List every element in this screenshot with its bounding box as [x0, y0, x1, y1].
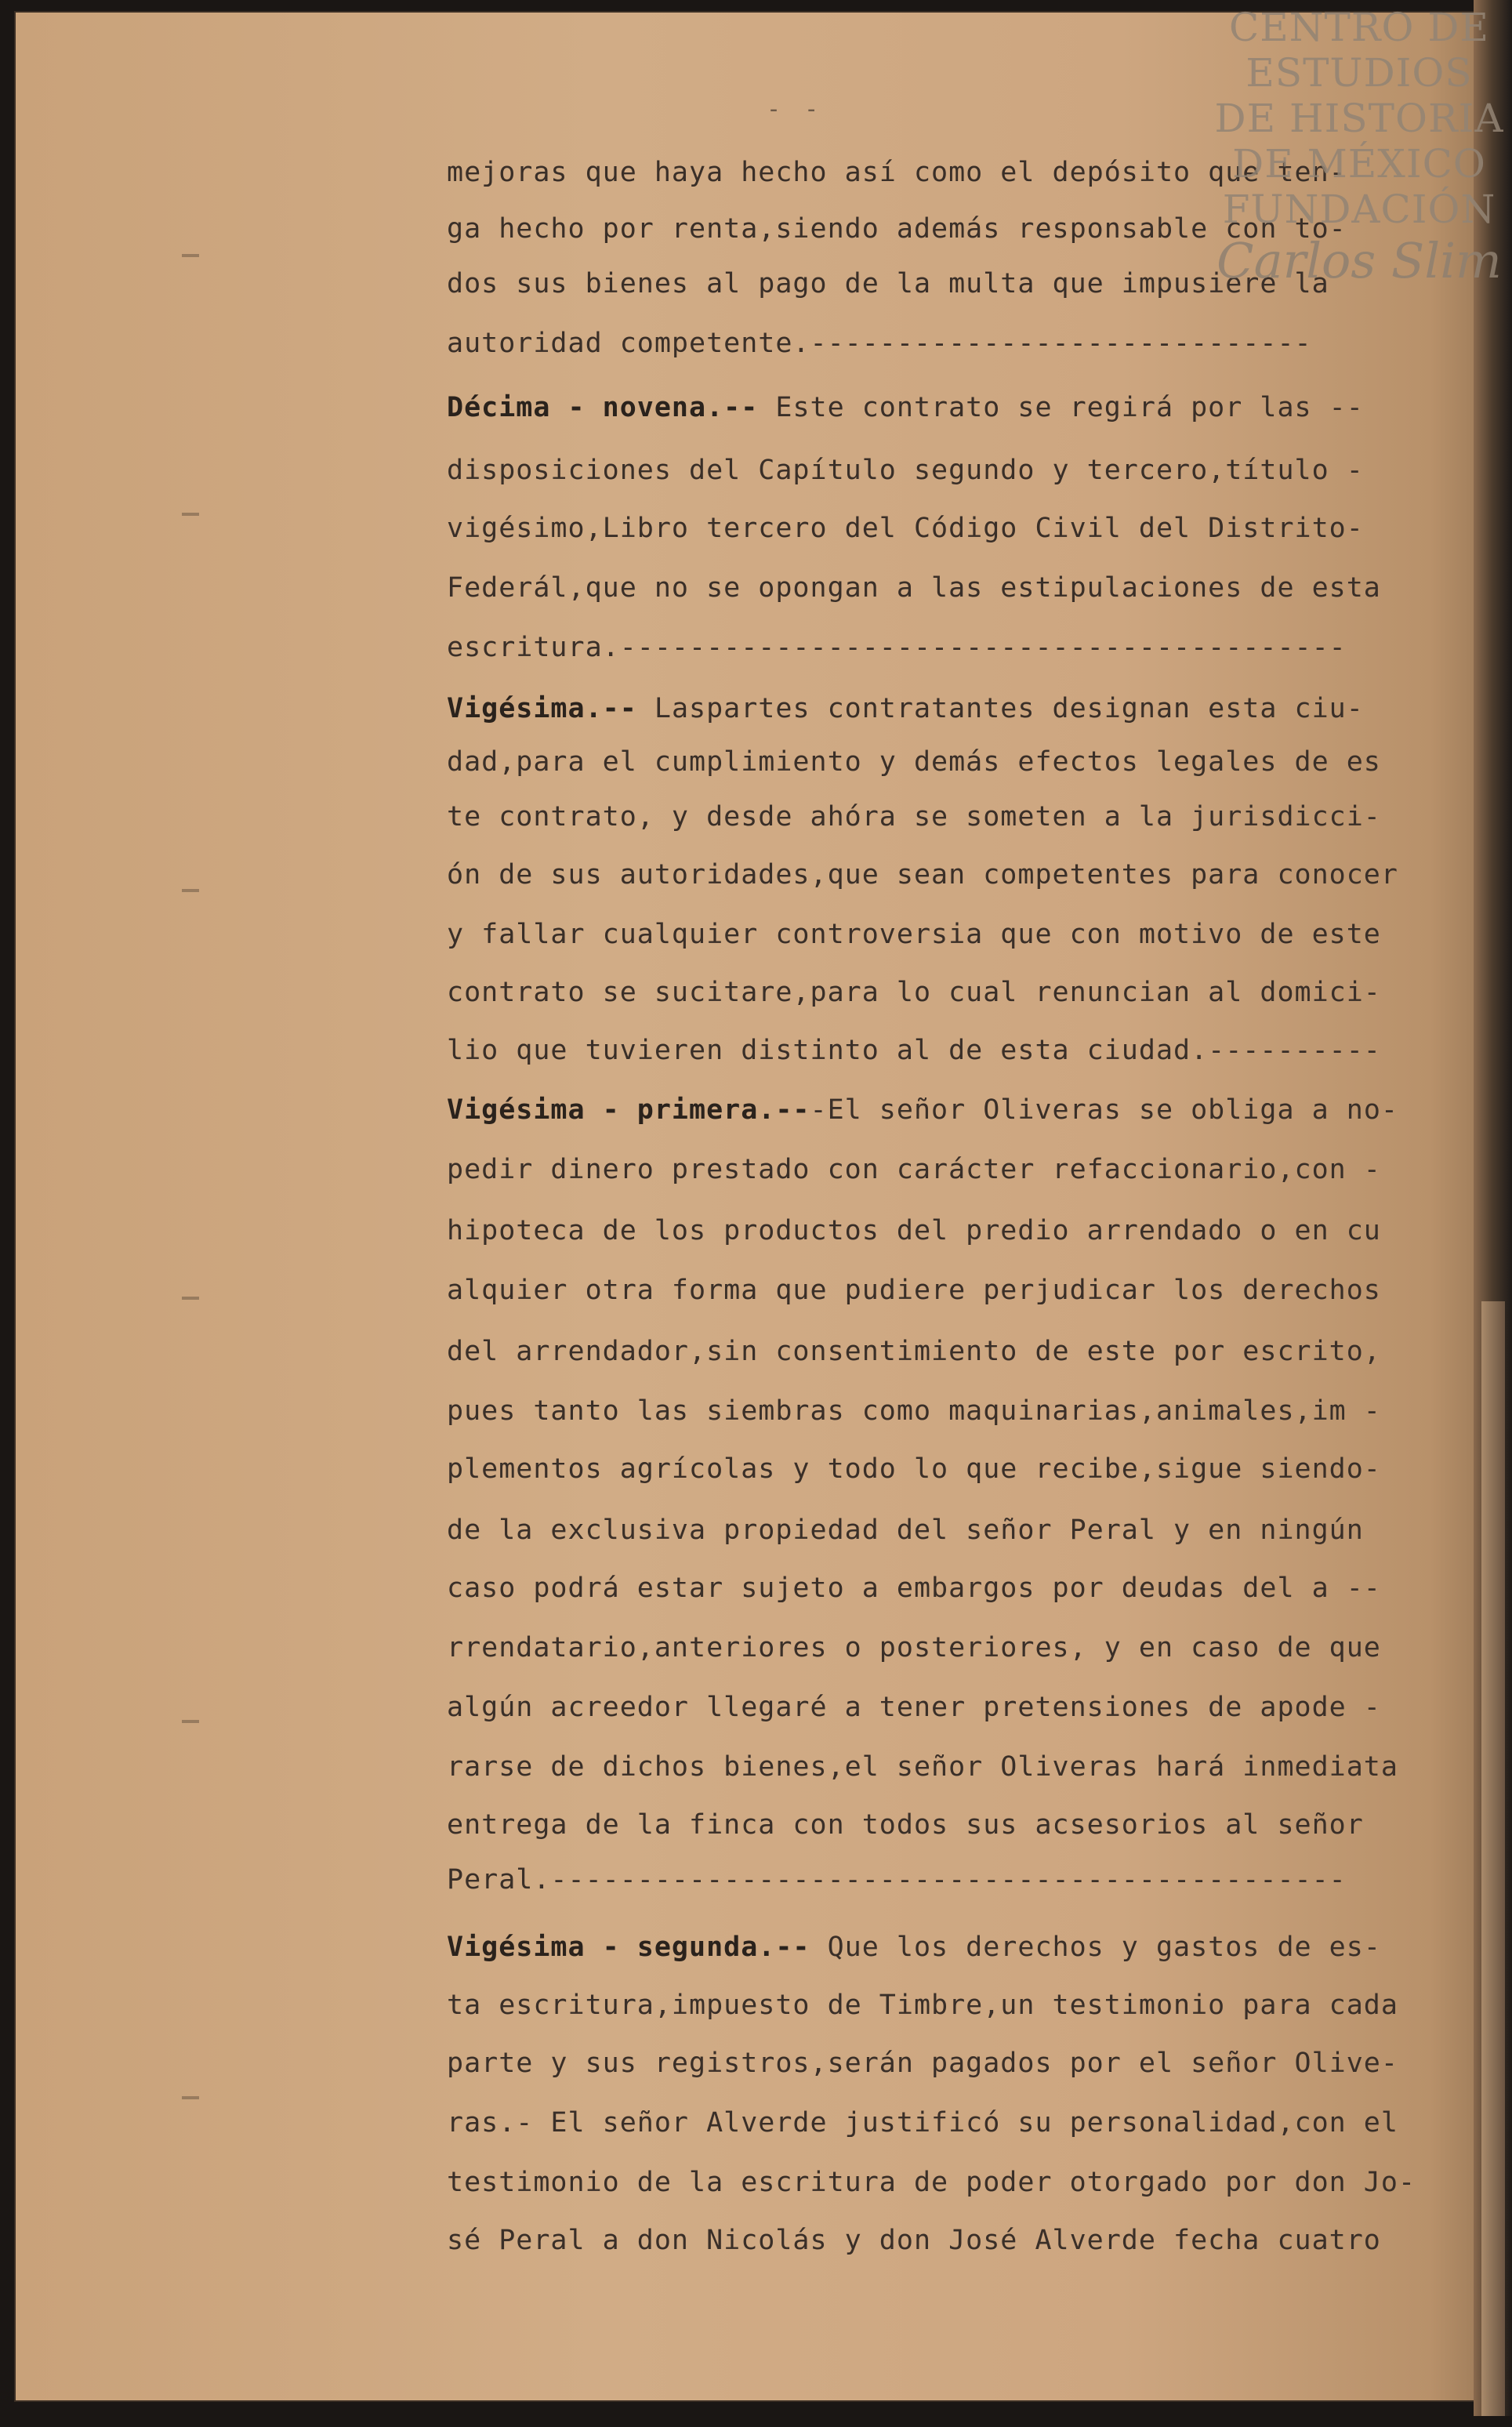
line-text: te contrato, y desde ahóra se someten a la jurisdicci- [447, 801, 1381, 833]
line-text: rarse de dichos bienes,el señor Oliveras hará inmediata [447, 1751, 1398, 1783]
document-line [447, 745, 1381, 779]
line-text: algún acreedor llegaré a tener pretensiones de apode - [447, 1692, 1381, 1723]
document-line [447, 511, 1364, 546]
binding-mark [182, 889, 199, 892]
line-text: mejoras que haya hecho así como el depósito que ten- [447, 157, 1347, 188]
line-text: entrega de la finca con todos sus acsesorios al señor [447, 1809, 1364, 1841]
line-text: pues tanto las siembras como maquinarias,animales,im - [447, 1395, 1381, 1427]
document-line [447, 1033, 1381, 1068]
clause-heading: Décima - novena.-- [447, 392, 759, 423]
line-text: ta escritura,impuesto de Timbre,un testimonio para cada [447, 1990, 1398, 2021]
document-line [447, 571, 1381, 605]
document-line [447, 691, 1364, 726]
binding-mark [182, 513, 199, 516]
document-line [447, 1152, 1381, 1187]
document-line [447, 1988, 1398, 2022]
page-header-mark: - - [767, 96, 824, 123]
document-line [447, 1571, 1381, 1605]
line-text: contrato se sucitare,para lo cual renuncian al domici- [447, 977, 1381, 1008]
binding-mark [182, 1297, 199, 1300]
document-line [447, 212, 1347, 246]
line-text: y fallar cualquier controversia que con motivo de este [447, 919, 1381, 950]
document-line [447, 1863, 1347, 1897]
clause-heading: Vigésima - segunda.-- [447, 1932, 810, 1963]
document-line [447, 1930, 1381, 1964]
line-text: lio que tuvieren distinto al de esta ciudad.---------- [447, 1035, 1381, 1066]
document-line [447, 2106, 1398, 2140]
stamp-line: CENTRO DE [1229, 5, 1489, 50]
line-text: -El señor Oliveras se obliga a no- [810, 1094, 1398, 1126]
line-text: alquier otra forma que pudiere perjudicar los derechos [447, 1275, 1381, 1306]
document-line [447, 917, 1381, 952]
line-text: Peral.---------------------------------------------- [447, 1864, 1347, 1896]
line-text: plementos agrícolas y todo lo que recibe,sigue siendo- [447, 1453, 1381, 1485]
document-line [447, 1334, 1381, 1369]
document-line [447, 2046, 1398, 2081]
line-text: ón de sus autoridades,que sean competentes para conocer [447, 859, 1398, 891]
line-text: Laspartes contratantes designan esta ciu- [636, 693, 1364, 724]
line-text: ga hecho por renta,siendo además responsable con to- [447, 213, 1347, 245]
line-text: autoridad competente.----------------------------- [447, 328, 1312, 359]
document-line [447, 390, 1364, 425]
document-line [447, 630, 1347, 665]
document-line [447, 1214, 1381, 1248]
line-text: rrendatario,anteriores o posteriores, y en caso de que [447, 1632, 1381, 1663]
document-line [447, 1690, 1381, 1725]
document-line [447, 155, 1347, 190]
binding-mark [182, 254, 199, 257]
document-line [447, 2223, 1381, 2258]
stamp-line: FUNDACIÓN [1222, 187, 1496, 232]
document-line [447, 1273, 1381, 1308]
line-text: de la exclusiva propiedad del señor Peral y en ningún [447, 1515, 1364, 1546]
line-text: dad,para el cumplimiento y demás efectos legales de es [447, 746, 1381, 778]
line-text: caso podrá estar sujeto a embargos por deudas del a -- [447, 1573, 1381, 1604]
line-text: testimonio de la escritura de poder otorgado por don Jo- [447, 2167, 1416, 2198]
document-line [447, 1513, 1364, 1547]
document-line [447, 1394, 1381, 1428]
clause-heading: Vigésima.-- [447, 693, 637, 724]
document-line [447, 975, 1381, 1010]
document-line [447, 1452, 1381, 1486]
line-text: del arrendador,sin consentimiento de este por escrito, [447, 1336, 1381, 1367]
line-text: hipoteca de los productos del predio arrendado o en cu [447, 1215, 1381, 1246]
document-line [447, 1631, 1381, 1665]
document-line [447, 1093, 1398, 1127]
document-line [447, 800, 1381, 834]
document-line [447, 453, 1364, 488]
document-line [447, 267, 1329, 301]
page-fold [1481, 1301, 1505, 2416]
document-line [447, 858, 1398, 892]
binding-mark [182, 2096, 199, 2099]
binding-mark [182, 1720, 199, 1723]
document-line [447, 326, 1312, 361]
line-text: Que los derechos y gastos de es- [810, 1932, 1381, 1963]
line-text: sé Peral a don Nicolás y don José Alverde fecha cuatro [447, 2225, 1381, 2256]
stamp-line: DE MÉXICO [1232, 141, 1486, 187]
line-text: disposiciones del Capítulo segundo y tercero,título - [447, 455, 1364, 486]
line-text: Federál,que no se opongan a las estipulaciones de esta [447, 572, 1381, 604]
stamp-line: DE HISTORIA [1214, 96, 1504, 141]
document-line [447, 2165, 1416, 2200]
stamp-signature: Carlos Slim [1216, 232, 1502, 289]
line-text: Este contrato se regirá por las -- [758, 392, 1364, 423]
line-text: escritura.------------------------------------------ [447, 632, 1347, 663]
line-text: parte y sus registros,serán pagados por el señor Olive- [447, 2048, 1398, 2079]
document-line [447, 1750, 1398, 1784]
document-line [447, 1808, 1364, 1842]
archive-watermark-stamp [1213, 5, 1505, 373]
stamp-line: ESTUDIOS [1245, 50, 1473, 96]
line-text: pedir dinero prestado con carácter refaccionario,con - [447, 1154, 1381, 1185]
line-text: dos sus bienes al pago de la multa que impusiere la [447, 268, 1329, 299]
clause-heading: Vigésima - primera.-- [447, 1094, 810, 1126]
line-text: vigésimo,Libro tercero del Código Civil del Distrito- [447, 513, 1364, 544]
binding-marks [182, 11, 213, 2427]
line-text: ras.- El señor Alverde justificó su personalidad,con el [447, 2107, 1398, 2139]
